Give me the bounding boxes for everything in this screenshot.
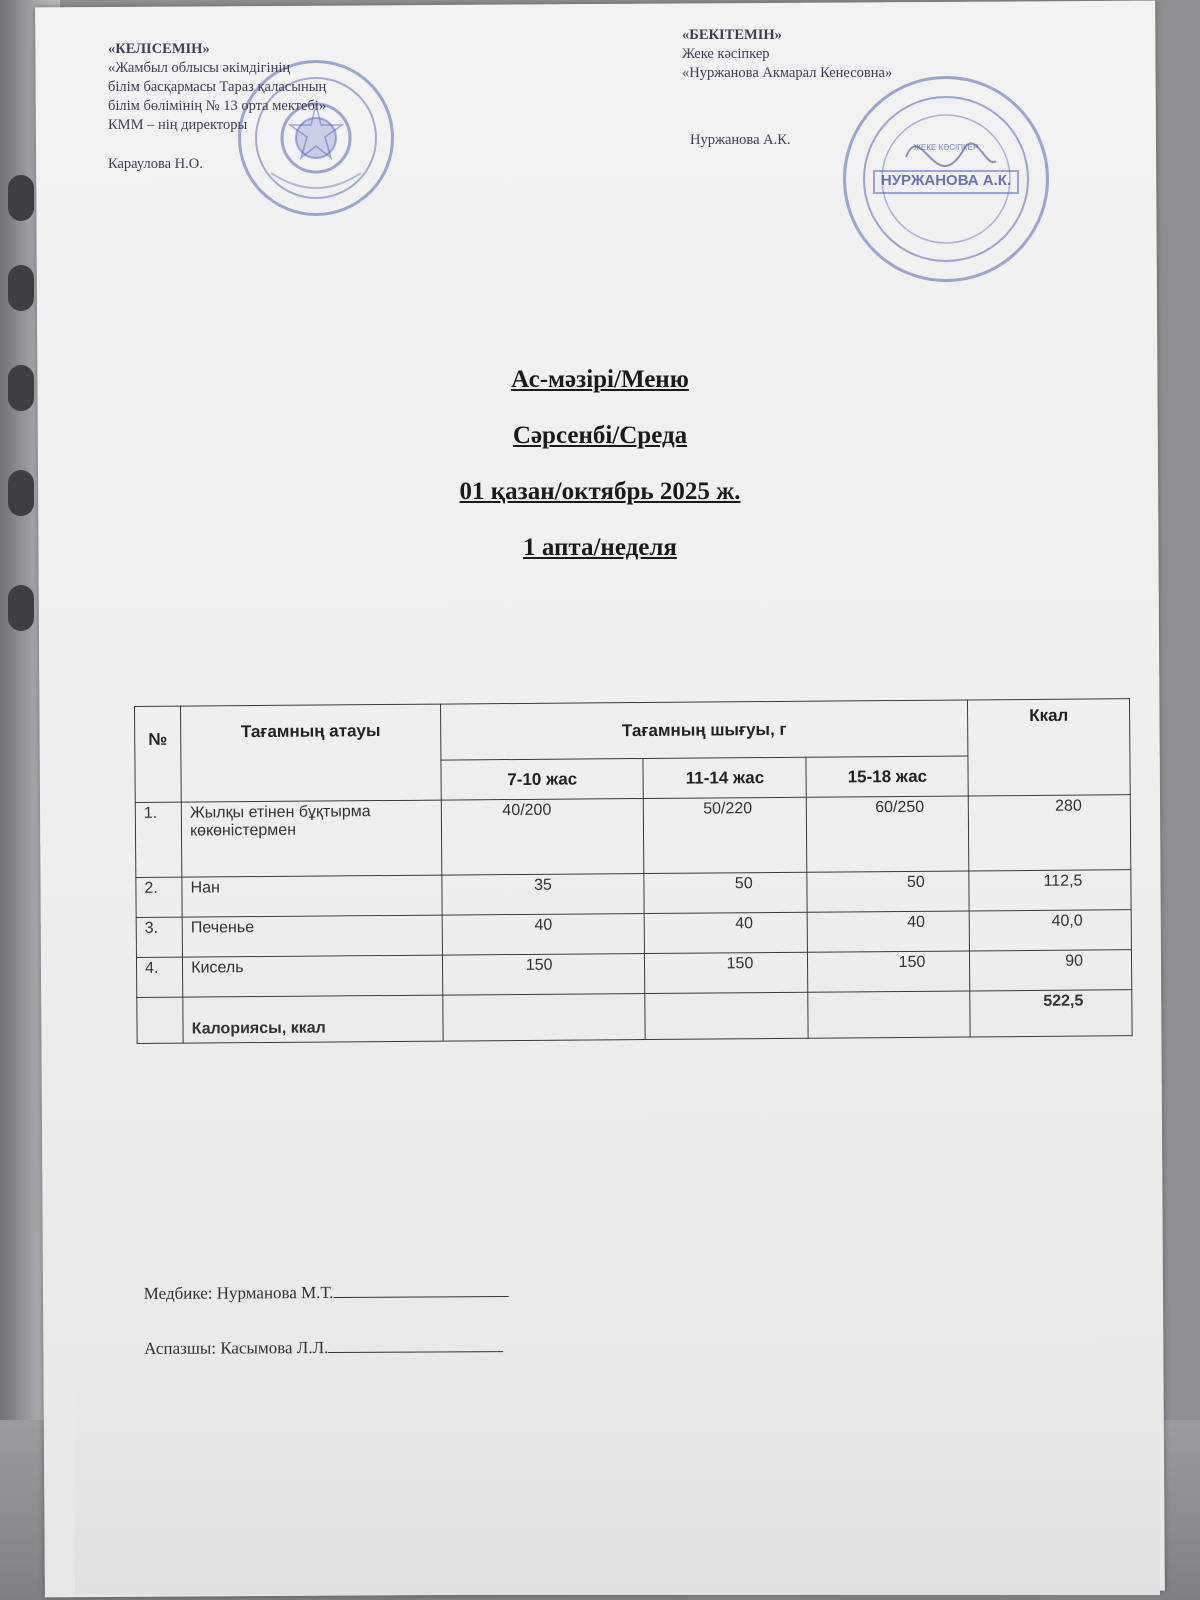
signature-blank: [333, 1282, 508, 1298]
row-value-11-14: 150: [645, 952, 808, 993]
stamp-small-text: ЖЕКЕ КӘСІПКЕР: [913, 143, 979, 152]
signature-blank: [328, 1337, 503, 1353]
header-kcal: Ккал: [968, 699, 1130, 796]
row-dish-name: Нан: [182, 875, 442, 917]
row-value-11-14: 50/220: [644, 797, 807, 873]
approval-signatory: Караулова Н.О.: [108, 156, 203, 172]
header-age-group: 7-10 жас: [441, 759, 644, 801]
binder-hole: [8, 585, 34, 631]
row-kcal: 280: [969, 795, 1131, 871]
binder-hole: [8, 175, 34, 221]
row-value-11-14: 50: [644, 872, 807, 913]
menu-table: [134, 698, 1133, 1044]
row-kcal: 112,5: [969, 870, 1131, 911]
cook-label: Аспазшы: Касымова Л.Л.: [144, 1337, 329, 1358]
row-dish-name: Кисель: [183, 955, 443, 997]
approval-line: білім бөлімінің № 13 орта мектебі»: [108, 98, 327, 114]
total-empty-cell: [645, 992, 808, 1039]
nurse-label: Медбике: Нурманова М.Т.: [143, 1282, 334, 1303]
header-yield: Тағамның шығуы, г: [440, 700, 968, 760]
menu-title: Ас-мәзірі/Меню: [511, 366, 689, 393]
header-dish-name: Тағамның атауы: [181, 704, 441, 802]
binder-hole: [8, 265, 34, 311]
day-title: Сәрсенбі/Среда: [512, 422, 688, 449]
total-kcal: 522,5: [970, 990, 1132, 1037]
row-kcal: 90: [970, 950, 1132, 991]
row-dish-name: Жылқы етінен бұқтырма көкөністермен: [181, 800, 441, 877]
header-number: №: [135, 706, 182, 802]
total-empty-cell: [137, 997, 184, 1043]
title-block: [0, 364, 1200, 588]
table-total-row: [137, 990, 1132, 1044]
week-title: 1 апта/неделя: [523, 534, 677, 561]
total-empty-cell: [808, 991, 970, 1038]
date-title: 01 қазан/октябрь 2025 ж.: [459, 478, 741, 505]
approval-block-approved: [682, 26, 892, 150]
row-number: 2.: [136, 877, 182, 917]
header-age-group: 15-18 жас: [806, 756, 968, 797]
approval-block-agreed: [108, 40, 326, 174]
row-value-7-10: 35: [442, 873, 645, 915]
row-value-11-14: 40: [645, 912, 808, 953]
row-value-7-10: 40: [442, 913, 645, 955]
approval-line: «Жамбыл облысы әкімдігінің: [108, 60, 291, 76]
approval-heading: «БЕКІТЕМІН»: [682, 27, 782, 43]
row-dish-name: Печенье: [182, 915, 442, 957]
row-value-7-10: 150: [442, 953, 645, 995]
table-row: [135, 795, 1131, 878]
row-kcal: 40,0: [969, 910, 1131, 951]
total-label: Калориясы, ккал: [183, 995, 443, 1043]
signature-line-cook: [144, 1337, 509, 1359]
document-sheet-lower: [75, 1380, 1160, 1595]
row-value-15-18: 50: [807, 871, 969, 912]
row-value-15-18: 40: [807, 911, 969, 952]
signatures-block: [144, 1282, 509, 1394]
approval-line: «Нуржанова Акмарал Кенесовна»: [682, 65, 893, 81]
approval-line: Жеке кәсіпкер: [682, 46, 770, 62]
stamp-name-text: НУРЖАНОВА А.К.: [880, 172, 1012, 189]
row-value-15-18: 150: [808, 951, 970, 992]
row-value-15-18: 60/250: [807, 796, 970, 872]
signature-line-nurse: [144, 1282, 509, 1304]
approval-signatory: Нуржанова А.К.: [690, 132, 791, 148]
row-number: 4.: [136, 957, 182, 997]
row-number: 3.: [136, 917, 182, 957]
row-value-7-10: 40/200: [441, 798, 644, 875]
total-empty-cell: [443, 993, 646, 1041]
approval-line: КММ – нің директоры: [108, 117, 248, 133]
header-age-group: 11-14 жас: [643, 757, 806, 798]
approval-line: білім басқармасы Тараз қаласының: [108, 79, 327, 95]
row-number: 1.: [135, 802, 182, 877]
approval-heading: «КЕЛІСЕМІН»: [108, 41, 210, 57]
